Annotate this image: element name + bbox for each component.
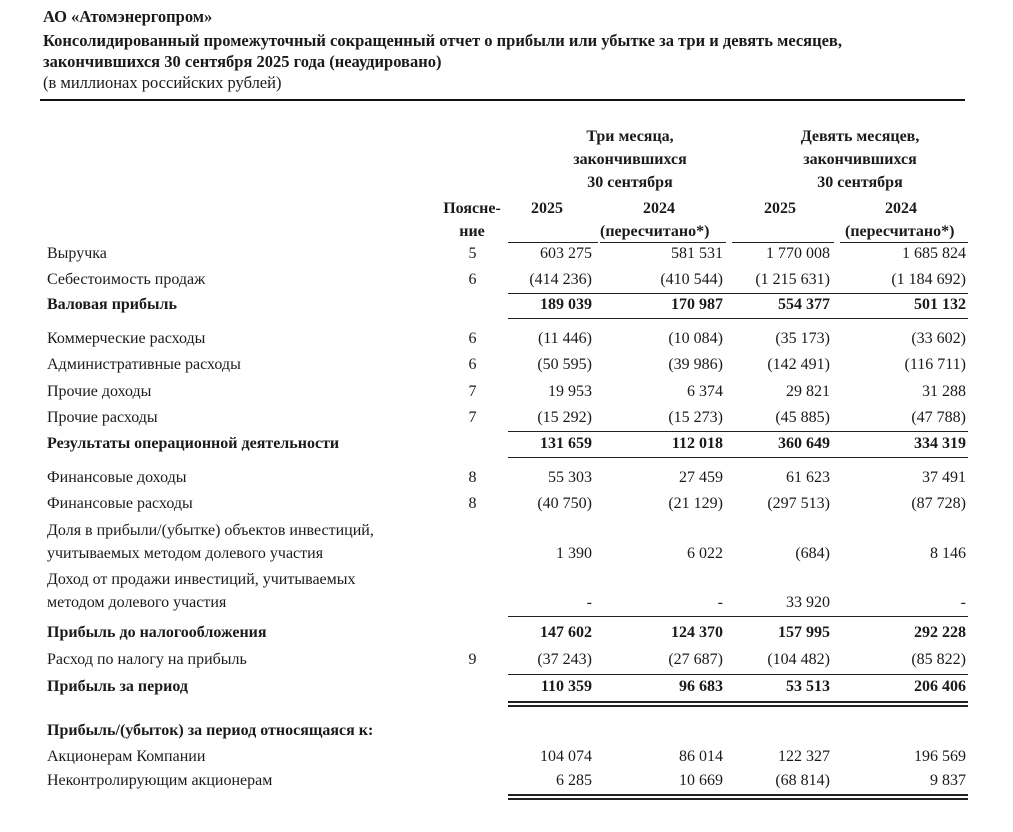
three-months-heading: Три месяца, закончившихся 30 сентября (573, 128, 687, 191)
row-gross-profit (0, 294, 1013, 316)
cell-9m-2025: 360 649 (778, 435, 830, 452)
restated-9m-2024: (пересчитано*) (845, 223, 955, 240)
year-3m-2025: 2025 (531, 200, 563, 217)
row-label: Акционерам Компании (47, 748, 206, 765)
cell-3m-2025: 1 390 (556, 545, 592, 562)
cell-3m-2024: 6 022 (687, 545, 723, 562)
cell-9m-2024: (47 788) (911, 409, 966, 426)
row-other-expenses (0, 407, 1013, 429)
double-rule (508, 701, 968, 703)
cell-3m-2024: 170 987 (671, 296, 723, 313)
cell-9m-2025: (45 885) (775, 409, 830, 426)
row-label: Прочие расходы (47, 409, 158, 426)
cell-9m-2025: 61 623 (786, 469, 830, 486)
units-note: (в миллионах российских рублей) (43, 73, 282, 92)
row-label: Себестоимость продаж (47, 271, 206, 288)
cell-9m-2024: 1 685 824 (902, 245, 966, 262)
cell-3m-2024: (15 273) (668, 409, 723, 426)
row-other-income (0, 381, 1013, 403)
cell-3m-2025: 110 359 (540, 678, 592, 695)
row-label: Прибыль/(убыток) за период относящаяся к: (47, 722, 374, 739)
row-note: 6 (468, 271, 477, 288)
cell-3m-2025: (40 750) (537, 495, 592, 512)
row-investment-sale (0, 592, 1013, 614)
cell-9m-2024: (87 728) (911, 495, 966, 512)
cell-9m-2025: (142 491) (767, 356, 830, 373)
cell-3m-2024: 112 018 (671, 435, 723, 452)
row-note: 8 (468, 469, 477, 486)
cell-9m-2025: 157 995 (778, 624, 830, 641)
cell-9m-2024: (116 711) (904, 356, 966, 373)
subtotal-rule (508, 431, 968, 432)
row-label: Административные расходы (47, 356, 241, 373)
company-name: АО «Атомэнергопром» (43, 7, 213, 26)
row-note: 8 (468, 495, 477, 512)
restated-3m-2024: (пересчитано*) (600, 223, 710, 240)
cell-9m-2024: (33 602) (911, 330, 966, 347)
row-label: методом долевого участия (47, 594, 227, 611)
row-finance-income (0, 467, 1013, 489)
cell-3m-2024: 96 683 (679, 678, 723, 695)
row-label: Результаты операционной деятельности (47, 435, 340, 452)
row-label: Расход по налогу на прибыль (47, 651, 247, 668)
cell-9m-2024: (85 822) (911, 651, 966, 668)
subtotal-rule (508, 457, 968, 458)
row-profit-for-period (0, 676, 1013, 698)
cell-9m-2024: 31 288 (922, 383, 966, 400)
cell-3m-2024: (39 986) (668, 356, 723, 373)
cell-3m-2025: 131 659 (540, 435, 592, 452)
cell-9m-2024: (1 184 692) (891, 271, 966, 288)
cell-3m-2025: 6 285 (556, 772, 592, 789)
cell-9m-2025: (297 513) (767, 495, 830, 512)
subtotal-rule (508, 616, 968, 617)
cell-3m-2025: (50 595) (537, 356, 592, 373)
cell-9m-2024: 8 146 (930, 545, 966, 562)
row-attributable-heading (0, 720, 1013, 742)
cell-3m-2024: (21 129) (668, 495, 723, 512)
cell-9m-2025: 122 327 (778, 748, 830, 765)
double-rule (508, 705, 968, 707)
row-operating-results (0, 433, 1013, 455)
cell-9m-2024: 334 319 (914, 435, 966, 452)
cell-9m-2025: 53 513 (786, 678, 830, 695)
cell-3m-2024: (410 544) (660, 271, 723, 288)
row-label: Финансовые расходы (47, 495, 193, 512)
row-label: Выручка (47, 245, 107, 262)
cell-3m-2025: 104 074 (540, 748, 592, 765)
subtotal-rule (508, 674, 968, 675)
year-9m-2024: 2024 (885, 200, 917, 217)
row-note: 9 (468, 651, 477, 668)
row-label: Прибыль до налогообложения (47, 624, 267, 641)
note-column-heading: Поясне- ние (443, 200, 501, 240)
row-income-tax (0, 649, 1013, 671)
row-equity-share (0, 543, 1013, 565)
cell-3m-2025: 603 275 (540, 245, 592, 262)
report-title-period: закончившихся 30 сентября 2025 года (неаудировано) (43, 52, 442, 71)
cell-3m-2025: (37 243) (537, 651, 592, 668)
cell-3m-2024: 10 669 (679, 772, 723, 789)
cell-3m-2025: (15 292) (537, 409, 592, 426)
double-rule (508, 794, 968, 796)
cell-9m-2025: 33 920 (786, 594, 830, 611)
cell-3m-2025: 19 953 (548, 383, 592, 400)
row-selling-expenses (0, 328, 1013, 350)
cell-9m-2025: (35 173) (775, 330, 830, 347)
cell-9m-2024: - (960, 594, 966, 611)
cell-3m-2025: 189 039 (540, 296, 592, 313)
year-3m-2024: 2024 (643, 200, 675, 217)
cell-9m-2025: 29 821 (786, 383, 830, 400)
row-label: Неконтролирующим акционерам (47, 772, 273, 789)
row-cost-of-sales (0, 269, 1013, 291)
row-finance-expenses (0, 493, 1013, 515)
cell-3m-2025: (11 446) (537, 330, 592, 347)
cell-3m-2025: (414 236) (529, 271, 592, 288)
row-label: Прочие доходы (47, 383, 152, 400)
year-9m-2025: 2025 (764, 200, 796, 217)
cell-3m-2024: 124 370 (671, 624, 723, 641)
nine-months-heading: Девять месяцев, закончившихся 30 сентября (800, 128, 920, 191)
row-investment-sale-label-line1: Доход от продажи инвестиций, учитываемых (47, 571, 356, 588)
row-note: 6 (468, 356, 477, 373)
row-note: 5 (468, 245, 477, 262)
row-equity-share-label-line1: Доля в прибыли/(убытке) объектов инвестиций, (47, 522, 374, 539)
cell-3m-2024: 581 531 (671, 245, 723, 262)
cell-3m-2025: 55 303 (548, 469, 592, 486)
cell-3m-2024: 27 459 (679, 469, 723, 486)
row-label: Прибыль за период (47, 678, 188, 695)
cell-3m-2025: - (586, 594, 592, 611)
cell-3m-2024: 6 374 (687, 383, 723, 400)
cell-3m-2024: 86 014 (679, 748, 723, 765)
cell-9m-2025: (68 814) (775, 772, 830, 789)
cell-9m-2025: 554 377 (778, 296, 830, 313)
subtotal-rule (508, 318, 968, 319)
row-admin-expenses (0, 354, 1013, 376)
double-rule (508, 798, 968, 800)
cell-9m-2024: 196 569 (914, 748, 966, 765)
cell-9m-2025: 1 770 008 (766, 245, 830, 262)
cell-9m-2025: (684) (795, 545, 830, 562)
cell-9m-2024: 501 132 (914, 296, 966, 313)
row-label: Коммерческие расходы (47, 330, 206, 347)
cell-9m-2024: 37 491 (922, 469, 966, 486)
cell-3m-2024: (27 687) (668, 651, 723, 668)
cell-9m-2025: (1 215 631) (755, 271, 830, 288)
cell-9m-2024: 206 406 (914, 678, 966, 695)
row-company-shareholders (0, 746, 1013, 768)
row-note: 6 (468, 330, 477, 347)
cell-9m-2024: 9 837 (930, 772, 966, 789)
report-title: Консолидированный промежуточный сокращенный отчет о прибыли или убытке за три и девять месяцев, (43, 31, 842, 50)
row-revenue (0, 243, 1013, 265)
row-label: Валовая прибыль (47, 296, 177, 313)
cell-3m-2024: (10 084) (668, 330, 723, 347)
row-label: учитываемых методом долевого участия (47, 545, 324, 562)
header-divider (40, 99, 965, 101)
row-non-controlling (0, 770, 1013, 792)
row-label: Финансовые доходы (47, 469, 187, 486)
row-note: 7 (468, 409, 477, 426)
cell-9m-2025: (104 482) (767, 651, 830, 668)
row-profit-before-tax (0, 622, 1013, 644)
cell-3m-2024: - (717, 594, 723, 611)
row-note: 7 (468, 383, 477, 400)
cell-3m-2025: 147 602 (540, 624, 592, 641)
cell-9m-2024: 292 228 (914, 624, 966, 641)
